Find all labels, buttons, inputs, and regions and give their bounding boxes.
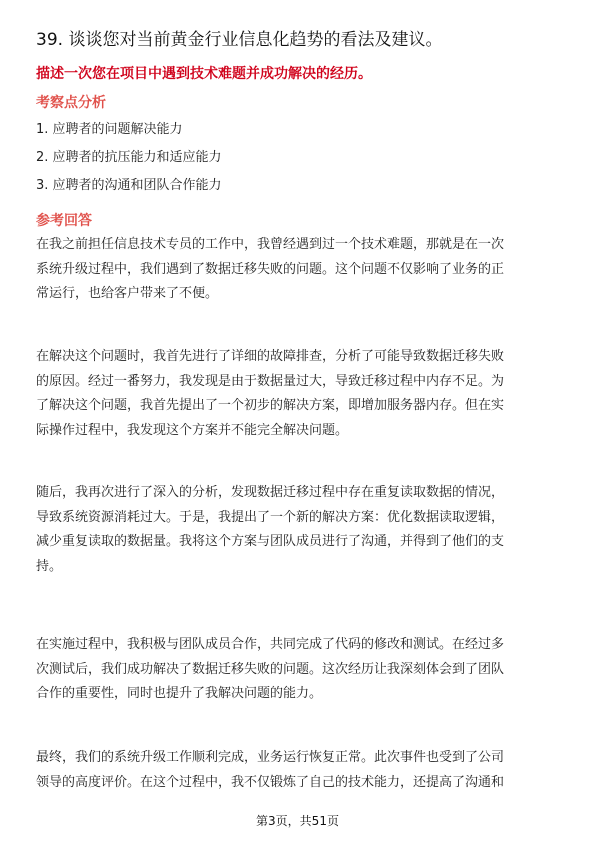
question-title: 39. 谈谈您对当前黄金行业信息化趋势的看法及建议。 <box>36 30 443 50</box>
analysis-heading: 考察点分析 <box>36 95 106 111</box>
page-number-footer: 第3页，共51页 <box>256 814 339 828</box>
paragraph-line: 随后，我再次进行了深入的分析，发现数据迁移过程中存在重复读取数据的情况， <box>36 485 505 500</box>
paragraph-line: 在实施过程中，我积极与团队成员合作，共同完成了代码的修改和测试。在经过多 <box>36 637 505 652</box>
paragraph-line: 合作的重要性，同时也提升了我解决问题的能力。 <box>36 686 323 701</box>
answer-heading: 参考回答 <box>36 213 92 229</box>
analysis-point: 2. 应聘者的抗压能力和适应能力 <box>36 150 222 165</box>
paragraph-line: 次测试后，我们成功解决了数据迁移失败的问题。这次经历让我深刻体会到了团队 <box>36 661 505 677</box>
paragraph-line: 导致系统资源消耗过大。于是，我提出了一个新的解决方案：优化数据读取逻辑， <box>36 509 505 525</box>
paragraph-line: 了解决这个问题，我首先提出了一个初步的解决方案，即增加服务器内存。但在实 <box>36 398 505 413</box>
paragraph-line: 减少重复读取的数据量。我将这个方案与团队成员进行了沟通，并得到了他们的支 <box>36 534 505 549</box>
paragraph-line: 的原因。经过一番努力，我发现是由于数据量过大，导致迁移过程中内存不足。为 <box>36 373 505 389</box>
paragraph-line: 在我之前担任信息技术专员的工作中，我曾经遇到过一个技术难题，那就是在一次 <box>36 237 505 252</box>
answer-paragraph <box>36 481 560 579</box>
paragraph-line: 最终，我们的系统升级工作顺利完成，业务运行恢复正常。此次事件也受到了公司 <box>36 750 505 765</box>
paragraph-line: 际操作过程中，我发现这个方案并不能完全解决问题。 <box>36 422 349 438</box>
answer-paragraph <box>36 746 560 795</box>
analysis-point: 3. 应聘者的沟通和团队合作能力 <box>36 178 222 193</box>
paragraph-line: 在解决这个问题时，我首先进行了详细的故障排查，分析了可能导致数据迁移失败 <box>36 349 505 364</box>
analysis-point: 1. 应聘者的问题解决能力 <box>36 122 183 137</box>
paragraph-line: 领导的高度评价。在这个过程中，我不仅锻炼了自己的技术能力，还提高了沟通和 <box>36 774 505 790</box>
paragraph-line: 持。 <box>36 558 63 574</box>
paragraph-line: 常运行，也给客户带来了不便。 <box>36 286 219 301</box>
highlighted-question: 描述一次您在项目中遇到技术难题并成功解决的经历。 <box>36 66 372 82</box>
answer-paragraph <box>36 633 560 707</box>
answer-paragraph <box>36 233 560 307</box>
answer-paragraph <box>36 345 560 443</box>
paragraph-line: 系统升级过程中，我们遇到了数据迁移失败的问题。这个问题不仅影响了业务的正 <box>36 261 505 277</box>
